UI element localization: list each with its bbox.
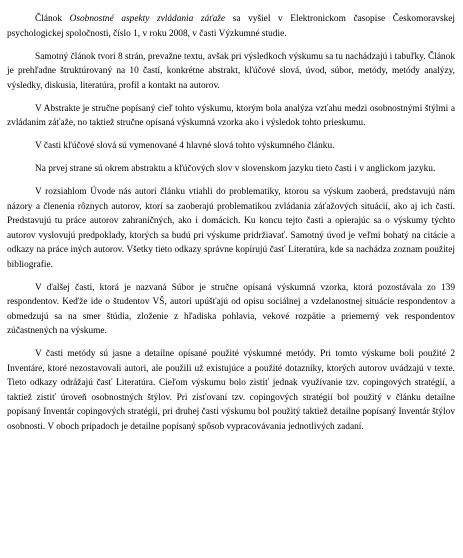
paragraph-keywords: V časti kľúčové slová sú vymenované 4 hlavné slová tohto výskumného článku. <box>35 141 335 151</box>
paragraph-abstract: V Abstrakte je stručne popísaný cieľ tohto výskumu, ktorým bola analýza vzťahu medzi osobnostnými štýlmi a zvládaním záťaže, no taktiež stručne opísaná výskumná vzorka ako i výsledok tohto prieskumu. <box>7 103 455 128</box>
intro-suffix: sa vyšiel v Elektronickom časopise Českomoravskej psychologickej spoločnosti, číslo 1, v roku 2008, v časti Výzkumné studie. <box>7 14 455 39</box>
intro-prefix: Článok <box>35 14 70 24</box>
article-title: Osobnostné aspekty zvládania záťaže <box>69 14 226 24</box>
paragraph-languages: Na prvej strane sú okrem abstraktu a kľúčových slov v slovenskom jazyku tieto časti i v anglickom jazyku. <box>35 164 436 174</box>
paragraph-introduction: V rozsiahlom Úvode nás autori článku vtiahli do problematiky, ktorou sa výskum zaoberá, predstavujú nám názory a členenia rôznych autorov, ktorí sa zaoberajú problematikou zvládania záťažových situácií, ako aj ich častí. Predstavujú tu práce autorov zahraničných, ako i domácich. Ku koncu tejto časti a opierajúc sa o výskumy týchto autorov vyslovujú predpoklady, ktorých sa budú pri výskume pridržiavať. Samotný úvod je veľmi bohatý na citácie a odkazy na práce iných autorov. Všetky tieto odkazy správne kopírujú časť Literatúra, kde sa nachádza zoznam použitej bibliografie. <box>7 187 455 270</box>
paragraph-methods: V časti metódy sú jasne a detailne opísané použité výskumné metódy. Pri tomto výskume boli použité 2 Inventáre, ktoré nezostavovali autori, ale použili už existujúce a použité dotazníky, ktorých autorov uvádzajú v texte. Tieto odkazy odrážajú časť Literatúra. Cieľom výskumu bolo zistiť jednak využívanie tzv. copingových stratégií, a taktiež zistiť úroveň osobnostných štýlov. Pri zisťovaní tzv. copingových stratégií bol použitý v článku detailne popísaný Inventár copingových stratégií, pri druhej časti výskumu bol použitý taktiež detailne popísaný Inventár štýlov osobnosti. V oboch prípadoch je detailne popísaný spôsob vypracovávania jednotlivých zadaní. <box>7 349 455 432</box>
paragraph-intro <box>7 12 455 41</box>
paragraph-sample: V ďalšej časti, ktorá je nazvaná Súbor je stručne opísaná výskumná vzorka, ktorá pozostávala zo 139 respondentov. Keďže ide o študentov VŠ, autori upúšťajú od opisu sociálnej a vzdelanostnej situácie respondentov a obmedzujú sa na smer štúdia, zloženie z hľadiska pohlavia, vekové rozpätie a priemerný vek respondentov zúčastnených na výskume. <box>7 282 455 336</box>
paragraph-structure: Samotný článok tvorí 8 strán, prevažne textu, avšak pri výsledkoch výskumu sa tu nachádzajú i tabuľky. Článok je prehľadne štruktúrovaný na 10 častí, konkrétne abstrakt, kľúčové slová, úvod, súbor, metódy, metódy analýzy, výsledky, diskusia, literatúra, profil a kontakt na autorov. <box>7 51 455 91</box>
